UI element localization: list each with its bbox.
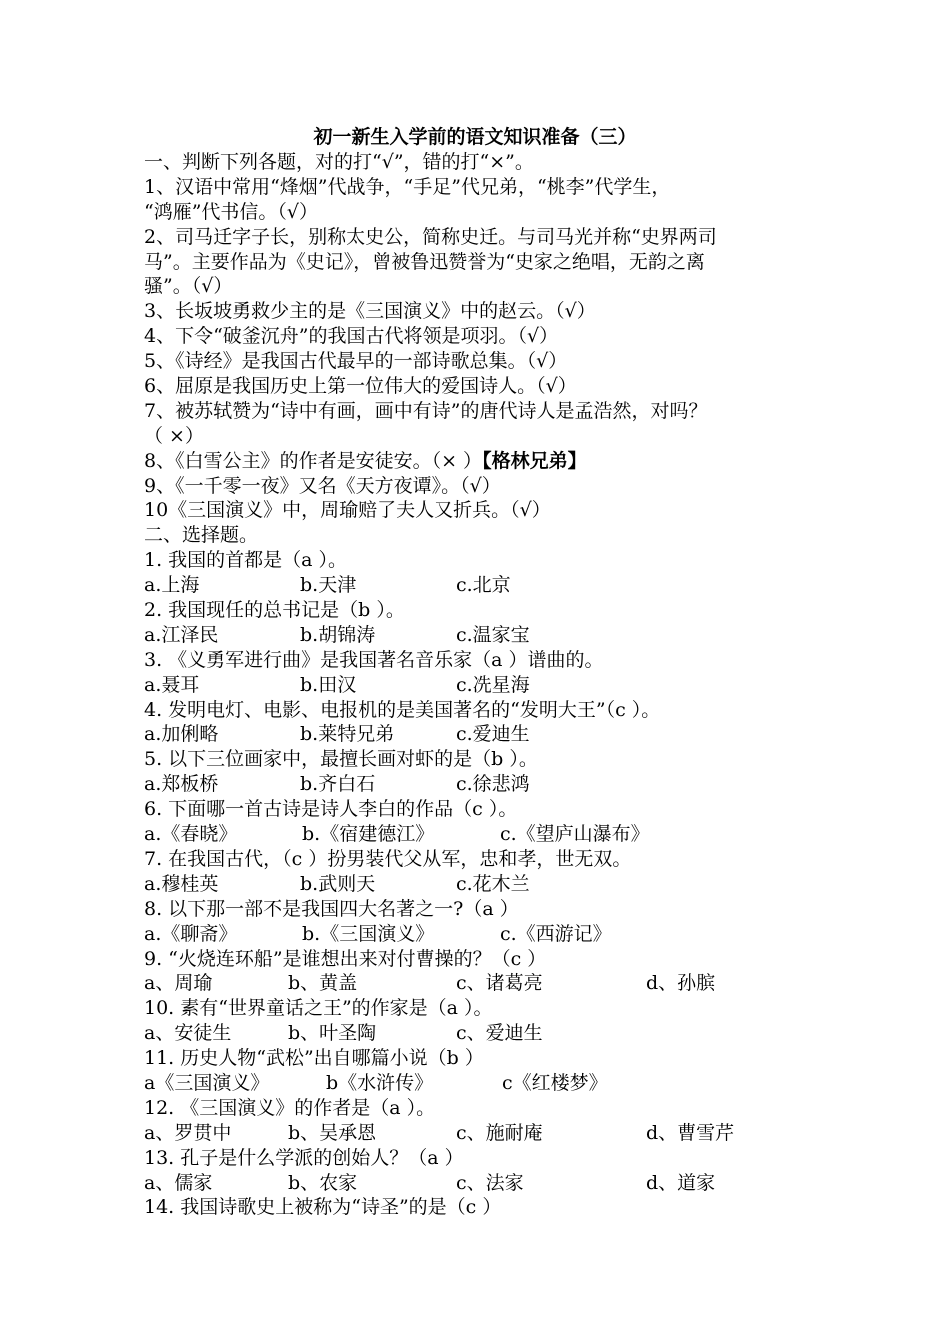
question-13-option-a: a、儒家 xyxy=(144,1171,213,1194)
question-2-option-b: b.胡锦涛 xyxy=(300,623,376,646)
question-13-option-d: d、道家 xyxy=(646,1171,716,1194)
question-10-option-c: c、爱迪生 xyxy=(456,1022,543,1045)
judgment-item-9: 9、《一千零一夜》又名《天方夜谭》。（√） xyxy=(144,474,501,497)
question-5-option-c: c.徐悲鸿 xyxy=(456,773,530,796)
question-10: 10. 素有“世界童话之王”的作家是（a ）。 xyxy=(144,997,493,1020)
question-12-option-b: b、吴承恩 xyxy=(288,1121,377,1144)
question-8-option-a: a.《聊斋》 xyxy=(144,922,238,945)
question-9-option-c: c、诸葛亮 xyxy=(456,972,543,995)
question-7-options xyxy=(144,872,814,897)
question-3-option-c: c.冼星海 xyxy=(456,673,530,696)
document-body xyxy=(144,150,814,1220)
question-10-options xyxy=(144,1021,814,1046)
question-8-option-c: c.《西游记》 xyxy=(500,922,612,945)
question-13: 13. 孔子是什么学派的创始人？（a ） xyxy=(144,1146,464,1169)
judgment-item-2-line-2: 马”。主要作品为《史记》，曾被鲁迅赞誉为“史家之绝唱，无韵之离 xyxy=(144,250,705,273)
question-10-option-b: b、叶圣陶 xyxy=(288,1022,377,1045)
question-9-option-d: d、孙膑 xyxy=(646,972,716,995)
question-1-option-a: a.上海 xyxy=(144,574,200,597)
question-3-option-b: b.田汉 xyxy=(300,673,357,696)
question-13-option-b: b、农家 xyxy=(288,1171,358,1194)
question-11-option-a: a《三国演义》 xyxy=(144,1071,270,1094)
question-6-option-c: c.《望庐山瀑布》 xyxy=(500,823,650,846)
question-5: 5. 以下三位画家中，最擅长画对虾的是（b ）。 xyxy=(144,748,538,771)
question-14: 14. 我国诗歌史上被称为“诗圣”的是（c ） xyxy=(144,1196,502,1219)
judgment-item-1-line-2: “鸿雁”代书信。（√） xyxy=(144,200,319,223)
question-9-options xyxy=(144,971,814,996)
question-7-option-a: a.穆桂英 xyxy=(144,872,219,895)
question-4-options xyxy=(144,722,814,747)
judgment-item-8-text: 8、《白雪公主》的作者是安徒安。（× ） xyxy=(144,449,483,472)
question-9-option-a: a、周瑜 xyxy=(144,972,213,995)
question-8-option-b: b.《三国演义》 xyxy=(302,922,435,945)
question-9: 9. “火烧连环船”是谁想出来对付曹操的？（c ） xyxy=(144,947,547,970)
question-4-option-c: c.爱迪生 xyxy=(456,723,530,746)
question-11-options xyxy=(144,1071,814,1096)
judgment-item-2-line-3: 骚”。（√） xyxy=(144,275,233,298)
question-2-options xyxy=(144,623,814,648)
question-3-option-a: a.聂耳 xyxy=(144,673,200,696)
section-1-heading: 一、判断下列各题，对的打“√”，错的打“×”。 xyxy=(144,151,534,173)
question-1: 1. 我国的首都是（a ）。 xyxy=(144,549,348,572)
question-5-option-a: a.郑板桥 xyxy=(144,773,219,796)
judgment-item-8-note: 【格林兄弟】 xyxy=(482,449,587,472)
judgment-item-7-line-2: （ ×） xyxy=(144,424,204,447)
question-10-option-a: a、安徒生 xyxy=(144,1022,232,1045)
question-11-option-b: b《水浒传》 xyxy=(326,1071,434,1094)
question-7: 7. 在我国古代，（c ）扮男装代父从军，忠和孝，世无双。 xyxy=(144,847,632,870)
question-2-option-c: c.温家宝 xyxy=(456,623,530,646)
question-8-options xyxy=(144,922,814,947)
question-7-option-b: b.武则天 xyxy=(300,872,376,895)
question-1-option-c: c.北京 xyxy=(456,574,511,597)
question-2-option-a: a.江泽民 xyxy=(144,623,219,646)
question-3: 3. 《义勇军进行曲》是我国著名音乐家（a ）谱曲的。 xyxy=(144,648,604,671)
question-11: 11. 历史人物“武松”出自哪篇小说（b ） xyxy=(144,1047,484,1070)
judgment-item-2-line-1: 2、司马迁字子长，别称太史公，简称史迁。与司马光并称“史界两司 xyxy=(144,225,717,248)
question-4-option-a: a.加俐略 xyxy=(144,723,219,746)
question-12-option-d: d、曹雪芹 xyxy=(646,1121,735,1144)
question-4: 4. 发明电灯、电影、电报机的是美国著名的“发明大王”（c ）。 xyxy=(144,698,661,721)
question-8: 8. 以下那一部不是我国四大名著之一?（a ） xyxy=(144,897,519,920)
judgment-item-7-line-1: 7、被苏轼赞为“诗中有画，画中有诗”的唐代诗人是孟浩然，对吗？ xyxy=(144,399,708,422)
question-3-options xyxy=(144,673,814,698)
question-6-option-b: b.《宿建德江》 xyxy=(302,823,435,846)
question-1-option-b: b.天津 xyxy=(300,574,357,597)
question-9-option-b: b、黄盖 xyxy=(288,972,358,995)
judgment-item-10: 10《三国演义》中，周瑜赔了夫人又折兵。（√） xyxy=(144,499,551,522)
page-title: 初一新生入学前的语文知识准备（三） xyxy=(313,126,637,148)
question-6: 6. 下面哪一首古诗是诗人李白的作品（c ）。 xyxy=(144,798,518,821)
judgment-item-5: 5、《诗经》是我国古代最早的一部诗歌总集。（√） xyxy=(144,350,568,373)
judgment-item-6: 6、屈原是我国历史上第一位伟大的爱国诗人。（√） xyxy=(144,375,577,398)
question-13-options xyxy=(144,1171,814,1196)
question-7-option-c: c.花木兰 xyxy=(456,872,530,895)
judgment-item-4: 4、下令“破釜沉舟”的我国古代将领是项羽。（√） xyxy=(144,325,559,348)
question-5-option-b: b.齐白石 xyxy=(300,773,376,796)
question-13-option-c: c、法家 xyxy=(456,1171,524,1194)
question-6-option-a: a.《春晓》 xyxy=(144,823,238,846)
question-12-options xyxy=(144,1121,814,1146)
question-11-option-c: c《红楼梦》 xyxy=(502,1071,608,1094)
judgment-item-8 xyxy=(144,449,814,474)
question-5-options xyxy=(144,772,814,797)
question-12-option-c: c、施耐庵 xyxy=(456,1121,543,1144)
question-1-options xyxy=(144,573,814,598)
section-2-heading: 二、选择题。 xyxy=(144,524,259,547)
judgment-item-1-line-1: 1、汉语中常用“烽烟”代战争，“手足”代兄弟，“桃李”代学生， xyxy=(144,175,671,198)
question-6-options xyxy=(144,822,814,847)
question-4-option-b: b.莱特兄弟 xyxy=(300,723,395,746)
question-12-option-a: a、罗贯中 xyxy=(144,1121,232,1144)
question-2: 2. 我国现任的总书记是（b ）。 xyxy=(144,599,405,622)
judgment-item-3: 3、长坂坡勇救少主的是《三国演义》中的赵云。（√） xyxy=(144,300,596,323)
question-12: 12. 《三国演义》的作者是（a ）。 xyxy=(144,1096,436,1119)
